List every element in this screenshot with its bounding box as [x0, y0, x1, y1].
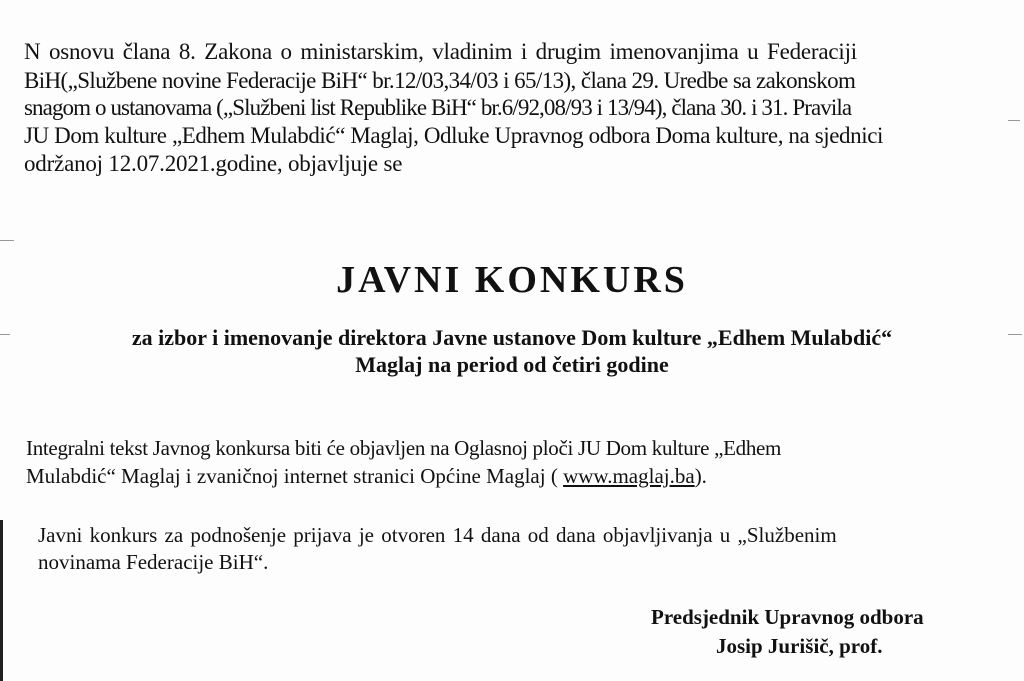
- subtitle-line-1: za izbor i imenovanje direktora Javne ustanove Dom kulture „Edhem Mulabdić“: [131, 325, 893, 350]
- signature-role: Predsjednik Upravnog odbora: [651, 605, 924, 629]
- subtitle-line-2: Maglaj na period od četiri godine: [355, 352, 669, 377]
- open-period-line-2: novinama Federacije BiH“.: [38, 550, 269, 574]
- intro-line-3: snagom o ustanovama („Službeni list Republike BiH“ br.6/92,08/93 i 13/94), člana 30. i 31. Pravila: [24, 95, 852, 120]
- integral-line-2-prefix: Mulabdić“ Maglaj i zvaničnoj internet stranici Općine Maglaj (: [26, 464, 564, 488]
- intro-line-4: JU Dom kulture „Edhem Mulabdić“ Maglaj, Odluke Upravnog odbora Doma kulture, na sjednici: [24, 123, 884, 148]
- page-title: JAVNI KONKURS: [336, 259, 688, 301]
- scan-mark: [1008, 334, 1022, 335]
- intro-line-2: BiH(„Službene novine Federacije BiH“ br.12/03,34/03 i 65/13), člana 29. Uredbe sa zakonskom: [24, 68, 856, 93]
- integral-line-2-suffix: ).: [694, 464, 707, 488]
- scan-mark: [0, 240, 14, 241]
- intro-line-1: N osnovu člana 8. Zakona o ministarskim, vladinim i drugim imenovanjima u Federaciji: [24, 39, 857, 64]
- scan-edge: [0, 520, 3, 681]
- integral-line-1: Integralni tekst Javnog konkursa biti će objavljen na Oglasnoj ploči JU Dom kulture „Edhem: [26, 436, 782, 460]
- maglaj-website-link[interactable]: www.maglaj.ba: [563, 464, 695, 488]
- intro-line-5: održanoj 12.07.2021.godine, objavljuje se: [24, 151, 403, 176]
- integral-line-2: [26, 466, 707, 487]
- scan-mark: [1008, 120, 1020, 121]
- signature-name: Josip Jurišič, prof.: [716, 634, 883, 658]
- open-period-line-1: Javni konkurs za podnošenje prijava je otvoren 14 dana od dana objavljivanja u „Službenim: [38, 523, 837, 547]
- scan-mark: [0, 334, 10, 335]
